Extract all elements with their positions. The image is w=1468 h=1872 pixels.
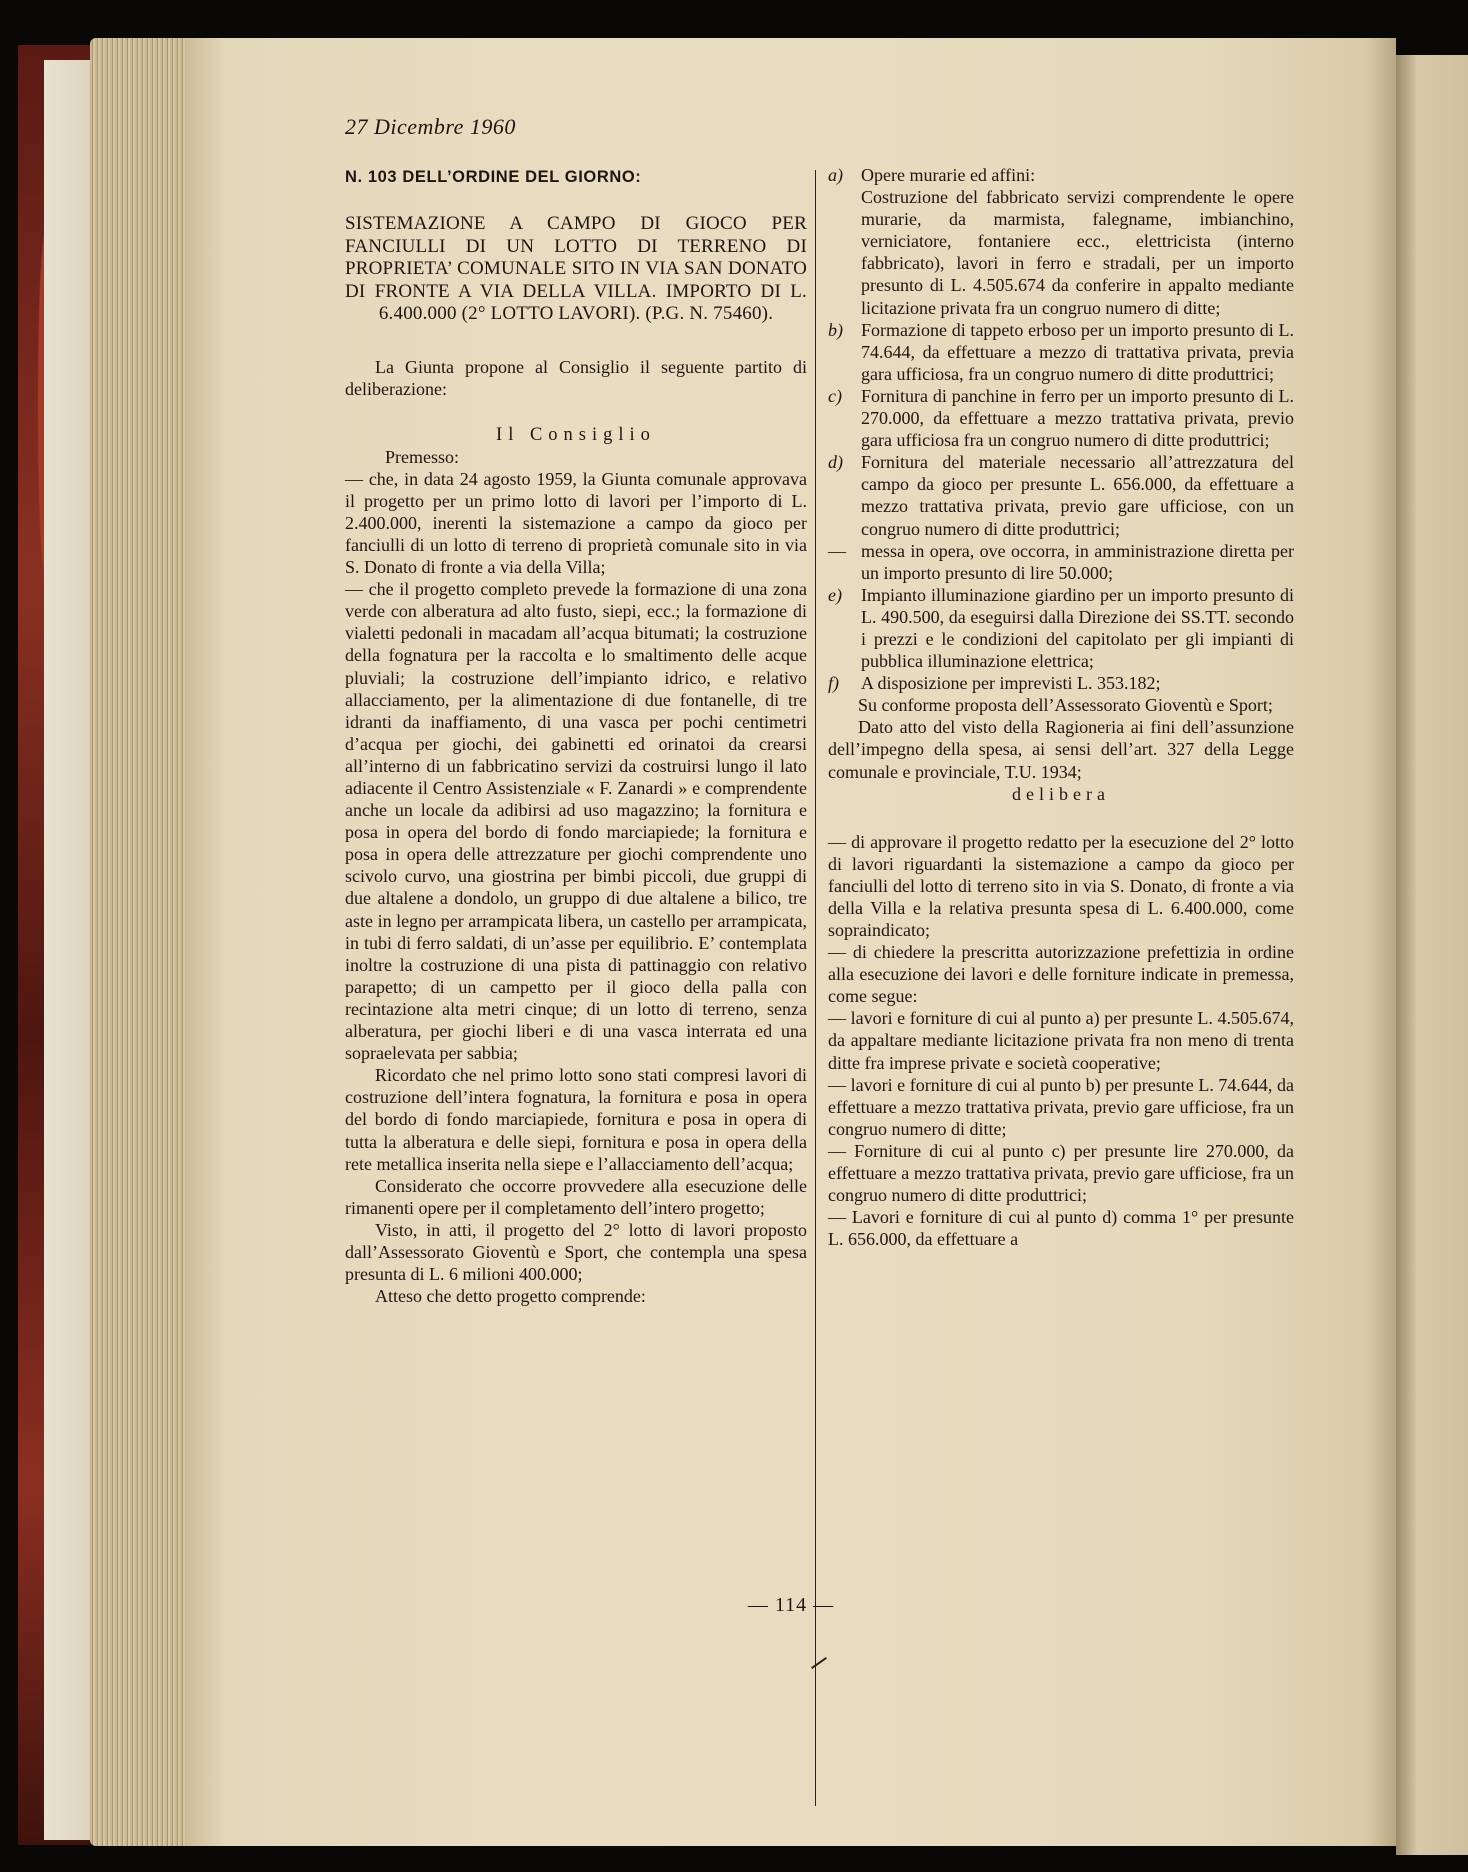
council-title: Il Consiglio (496, 424, 656, 445)
list-item-a (828, 164, 1294, 186)
item-marker: d) (828, 452, 843, 473)
list-item-b (828, 319, 1294, 385)
paragraph-ricordato: Ricordato che nel primo lotto sono stati compresi lavori di costruzione dell’intera fognatura, la fornitura e posa in opera del bordo di fondo marciapiede, fornitura e posa in opera di tutta la alberatura e delle siepi, fornitura e posa in opera della rete metallica inserita nella siepe e l’allacciamento dell’acqua; (345, 1065, 807, 1174)
item-text: messa in opera, ove occorra, in amministrazione diretta per un importo presunto di lire 50.000; (861, 540, 1294, 583)
paragraph-1: — che, in data 24 agosto 1959, la Giunta comunale approvava il progetto per un primo lotto di lavori per l’importo di L. 2.400.000, inerenti la sistemazione a campo da gioco per fanciulli di un lotto di terreno di proprietà comunale sito in via S. Donato di fronte a via della Villa; (345, 468, 807, 578)
list-item-e (828, 584, 1294, 672)
premesso-label: Premesso: (385, 446, 459, 467)
item-text: Formazione di tappeto erboso per un importo presunto di L. 74.644, da effettuare a mezzo di trattativa privata, previa gara ufficiosa, fra un congruo numero di ditte produttrici; (861, 319, 1294, 384)
paragraph-proposta: Su conforme proposta dell’Assessorato Gioventù e Sport; (858, 695, 1273, 716)
list-item-d (828, 451, 1294, 539)
item-marker: e) (828, 584, 842, 605)
paragraph-atteso: Atteso che detto progetto comprende: (375, 1286, 646, 1307)
paragraph-visto: Visto, in atti, il progetto del 2° lotto di lavori proposto dall’Assessorato Gioventù e Sport, che contempla una spesa presunta di L. 6 milioni 400.000; (345, 1219, 807, 1285)
list-item-c (828, 385, 1294, 451)
order-heading: N. 103 DELL’ORDINE DEL GIORNO: (345, 168, 642, 186)
item-marker: — (828, 540, 846, 561)
item-text: A disposizione per imprevisti L. 353.182; (861, 673, 1161, 694)
item-marker: f) (828, 673, 839, 694)
page-number: — 114 — (747, 1594, 835, 1616)
paragraph-2: — che il progetto completo prevede la formazione di una zona verde con alberatura ad alto fusto, siepi, ecc.; la formazione di vialetti pedonali in macadam all’acqua bitumati; la costruzione della fognatura per la raccolta e lo smaltimento delle acque pluviali; la costruzione dell’impianto idrico, e relativo allacciamento, per la alimentazione di due fontanelle, di tre idranti da inaffiamento, di una vasca per pochi centimetri d’acqua per giochi, dei gabinetti ed orinatoi da crearsi all’interno di un fabbricatino servizi da costruirsi lungo il lato adiacente il Centro Assistenziale « F. Zanardi » e comprendente anche un locale da adibirsi ad uso magazzino; la fornitura e posa in opera del bordo di fondo marciapiede; la fornitura e posa in opera delle attrezzature per giochi comprendente uno scivolo curvo, una giostrina per bimbi piccoli, due gruppi di due altalene a dondolo, un gruppo di due altalene a bilico, tre aste in legno per arrampicata libera, un castello per arrampicata, in tubi di ferro saldati, di un’asse per equilibrio. E’ contemplata inoltre la costruzione di una pista di pattinaggio con relativo parapetto; di un campetto per il gioco della palla con recintazione alta metri cinque; di un lotto di terreno, senza alberatura, per giochi liberi e di una vasca interrata ed una sopraelevata per sabbia; (345, 579, 807, 1064)
facing-page-edge (1396, 55, 1468, 1855)
left-column (345, 168, 807, 1307)
list-item-f (828, 672, 1294, 694)
item-text: Costruzione del fabbricato servizi comprendente le opere murarie, da marmista, falegname, imbianchino, verniciatore, fontaniere ecc., elettricista (interno fabbricato), lavori in ferro e stradali, per un importo presunto di L. 4.505.674 da conferire in appalto mediante licitazione privata fra un congruo numero di ditte; (861, 187, 1294, 318)
item-marker: a) (828, 165, 843, 185)
paragraph-dato-atto: Dato atto del visto della Ragioneria ai fini dell’assunzione dell’impegno della spesa, ai sensi dell’art. 327 della Legge comunale e provinciale, T.U. 1934; (828, 717, 1294, 782)
item-marker: b) (828, 319, 843, 340)
delibera-6: — Lavori e forniture di cui al punto d) comma 1° per presunte L. 656.000, da effettuare a (828, 1207, 1294, 1250)
page-date: 27 Dicembre 1960 (345, 114, 516, 139)
list-item-a-detail (828, 186, 1294, 319)
delibera-2: — di chiedere la prescritta autorizzazione prefettizia in ordine alla esecuzione dei lavori e delle forniture indicate in premessa, come segue: (828, 942, 1294, 1007)
delibera-4: — lavori e forniture di cui al punto b) per presunte L. 74.644, da effettuare a mezzo trattativa privata, previo gare ufficiose, fra un congruo numero di ditte; (828, 1074, 1294, 1139)
delibera-1: — di approvare il progetto redatto per la esecuzione del 2° lotto di lavori riguardanti la sistemazione a campo da gioco per fanciulli del lotto di terreno sito in via S. Donato, di fronte a via della Villa e la relativa presunta spesa di L. 6.400.000, come sopraindicato; (828, 831, 1294, 940)
paragraph-considerato: Considerato che occorre provvedere alla esecuzione delle rimanenti opere per il completamento dell’intero progetto; (345, 1175, 807, 1218)
item-text: Opere murarie ed affini: (861, 165, 1036, 185)
delibera-3: — lavori e forniture di cui al punto a) per presunte L. 4.505.674, da appaltare mediante licitazione privata fra non meno di trenta ditte fra imprese private e società cooperative; (828, 1008, 1294, 1073)
subject-title: SISTEMAZIONE A CAMPO DI GIOCO PER FANCIULLI DI UN LOTTO DI TERRENO DI PROPRIETA’ COMUNALE SITO IN VIA SAN DONATO DI FRONTE A VIA DELLA VILLA. IMPORTO DI L. 6.400.000 (2° LOTTO LAVORI). (P.G. N. 75460). (345, 213, 807, 324)
item-text: Fornitura di panchine in ferro per un importo presunto di L. 270.000, da effettuare a mezzo trattativa privata, previo gara ufficiosa fra un congruo numero di ditte produttrici; (861, 385, 1294, 451)
item-text: Impianto illuminazione giardino per un importo presunto di L. 490.500, da eseguirsi dalla Direzione dei SS.TT. secondo i prezzi e le condizioni del capitolato per gli impianti di pubblica illuminazione elettrica; (861, 584, 1294, 672)
intro-paragraph: La Giunta propone al Consiglio il seguente partito di deliberazione: (345, 356, 807, 399)
item-marker: c) (828, 385, 842, 406)
item-text: Fornitura del materiale necessario all’attrezzatura del campo da gioco per presunte L. 656.000, da effettuare a mezzo trattativa privata, previo gare ufficiose, con un congruo numero di ditte produttrici; (861, 452, 1294, 539)
list-item-d-dash (828, 540, 1294, 584)
column-divider (815, 170, 816, 1806)
page-edges (90, 38, 190, 1846)
delibera-title: delibera (1012, 783, 1110, 804)
delibera-5: — Forniture di cui al punto c) per presunte lire 270.000, da effettuare a mezzo trattativa privata, previo gare ufficiose, fra un congruo numero di ditte produttrici; (828, 1140, 1294, 1206)
right-column (828, 164, 1294, 1250)
